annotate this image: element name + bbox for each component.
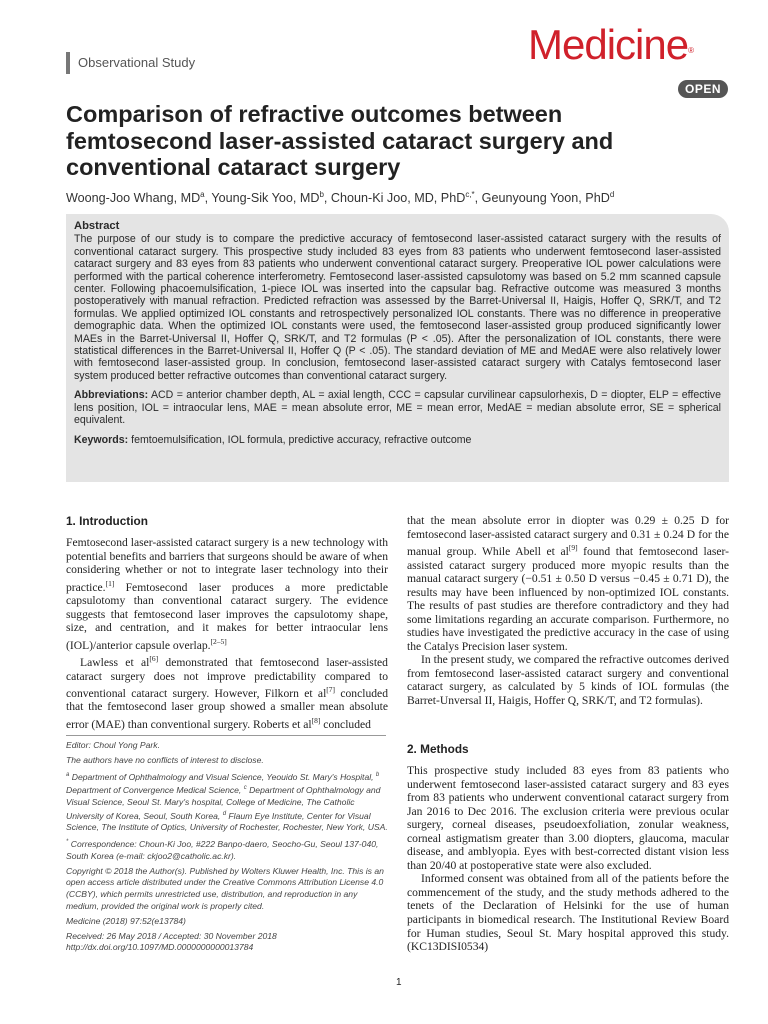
footnote-divider — [66, 735, 386, 736]
methods-paragraph-2: Informed consent was obtained from all of the patients before the commencement of the study, and the study methods adhered to the tenets of the Declaration of Helsinki for the use of human participants in biomedical research. The Institutional Review Board for Human studies, Seoul St. Mary hospital approved this study. (KC13DISI0534) — [407, 872, 729, 954]
affiliation-marker: d — [222, 810, 227, 817]
intro-paragraph-2: Lawless et al[6] demonstrated that femtosecond laser-assisted cataract surgery does not improve predictability compared to conventional cataract surgery. However, Filkorn et al[7] concluded that the femtosecond laser group showed a smaller mean absolute error (MAE) than conventional surgery. Roberts et al[8] concluded — [66, 654, 389, 731]
introduction-right-column — [407, 514, 729, 708]
journal-name: Medicine — [528, 21, 689, 68]
author-name: Young-Sik Yoo, MD — [211, 191, 320, 206]
affiliation-text: Flaum Eye Institute, Center for Visual Science, The Institute of Optics, University of Rochester, Rochester, New York, USA. — [66, 810, 388, 833]
footnote-dates: Received: 26 May 2018 / Accepted: 30 November 2018 — [66, 930, 277, 941]
affiliation-marker: d — [609, 190, 615, 199]
footnote-correspondence: * Correspondence: Choun-Ki Joo, #222 Banpo-daero, Seocho-Gu, Seoul 137-040, South Korea (e-mail: ckjoo2@catholic.ac.kr). — [66, 839, 379, 861]
abstract-heading: Abstract — [74, 220, 120, 232]
citation-ref[interactable]: [9] — [568, 543, 578, 553]
footnote-doi-link[interactable]: http://dx.doi.org/10.1097/MD.0000000000013784 — [66, 942, 254, 953]
abstract-box — [66, 214, 729, 482]
article-type-label: Observational Study — [66, 52, 195, 74]
affiliation-text: Department of Ophthalmology and Visual Science, Yeouido St. Mary's Hospital, — [69, 771, 376, 782]
affiliation-text: Department of Ophthalmology and Visual Science, Seoul St. Mary's hospital, College of Medicine, The Catholic University of Korea, Seoul, South Korea, — [66, 785, 381, 821]
abbreviations-label: Abbreviations: — [74, 389, 149, 402]
abstract-text: The purpose of our study is to compare the predictive accuracy of femtosecond laser-assisted cataract surgery with the results of conventional cataract surgery. This prospective study included 83 eyes from 83 patients who underwent femtosecond laser-assisted cataract surgery and 83 eyes from 83 patients who underwent conventional cataract surgery. Preoperative IOL power calculations were performed with the partical coherence interferometry. Femtosecond laser-assisted capsulotomy was based on 5.2 mm scanned capsule center. Following phacoemulsification, 1-piece IOL was inserted into the capsular bag. Refractive outcome was measured 3 months postoperatively with manual refraction. Predicted refraction was assessed by the Barret-Universal II, Haigis, Hoffer Q, SRK/T, and T2 formulas. We applied optimized IOL constants and retrospectively personalized IOL constants. There was no difference in preoperative demographic data. When the optimized IOL constants were used, the femtosecond laser-assisted group produced significantly lower MAEs in the Barret-Universal II, Hoffer Q, SRK/T, and T2 formulas (P < .05). After the personalization of IOL constants, there were statistical differences in the Barret-Universal II, Hoffer Q (P < .05). The standard deviation of ME and MedAE were also relatively lower with femtosecond laser-assisted group. In conclusion, femtosecond laser-assisted cataract surgery with Catalys femtosecond laser system produced better refractive outcomes than conventional cataract surgery. — [74, 233, 721, 382]
author-list: Woong-Joo Whang, $MD^a$, Young-Sik Yoo, $MD^b$, Choun-Ki Joo, MD, PhD$^{c,*}$, Geunyoung Yoon, PhD$^d$ — [66, 190, 615, 206]
affiliation-marker: a — [200, 190, 205, 199]
footnotes — [66, 740, 388, 954]
article-title: Comparison of refractive outcomes between femtosecond laser-assisted cataract surgery and conventional cataract surgery — [66, 101, 614, 180]
author-name: Choun-Ki Joo, MD, PhD — [330, 191, 466, 206]
introduction-heading: 1. Introduction — [66, 514, 148, 528]
citation-ref[interactable]: [2–5] — [210, 636, 227, 646]
intro-paragraph-1: Femtosecond laser-assisted cataract surgery is a new technology with potential benefits and barriers that surgeons should be aware of when considering whether or not to integrate laser technology into their practice.[1] Femtosecond laser produces a more predictable capsulotomy than conventional cataract surgery. The evidence suggests that femtosecond laser improves the capsulotomy shape, size, and centration, and it makes for better intraocular lens (IOL)/anterior capsule overlap.[2–5] — [66, 536, 388, 652]
intro-paragraph-4: In the present study, we compared the refractive outcomes derived from femtosecond laser-assisted cataract surgery and conventional cataract surgery, as calculated by 5 kinds of IOL formulas (the Barret-Unversal II, Haigis, Hoffer Q, SRK/T, and T2 formulas). — [407, 653, 729, 707]
keywords-label: Keywords: — [74, 433, 129, 446]
introduction-left-column — [66, 536, 388, 731]
author-name: Geunyoung Yoon, PhD — [481, 191, 610, 206]
author-name: Woong-Joo Whang, MD — [66, 191, 201, 206]
footnote-license: Copyright © 2018 the Author(s). Published by Wolters Kluwer Health, Inc. This is an open access article distributed under the Creative Commons Attribution License 4.0 (CCBY), which permits unrestricted use, distribution, and reproduction in any medium, provided the original work is properly cited. — [66, 865, 384, 911]
abbreviations — [74, 389, 721, 426]
methods-paragraph-1: This prospective study included 83 eyes from 83 patients who underwent femtosecond laser-assisted cataract surgery and 83 eyes from 83 patients who underwent conventional cataract surgery from Jan 2016 to Dec 2016. The exclusion criteria were previous ocular surgery, corneal diseases, pseudoexfoliation, zonular weakness, corneal astigmatism greater than 3.00 diopters, glaucoma, macular disease, and amblyopia. Eyes with best-corrected distant vision less than 20/40 at postoperative state were also excluded. — [407, 764, 729, 872]
footnote-citation: Medicine (2018) 97:52(e13784) — [66, 915, 186, 926]
citation-ref[interactable]: [7] — [326, 685, 336, 695]
affiliation-marker: c — [243, 785, 247, 792]
journal-logo — [528, 22, 693, 68]
footnote-affiliations — [66, 770, 388, 835]
citation-ref[interactable]: [1] — [105, 578, 115, 588]
affiliation-text: Department of Convergence Medical Science, — [66, 785, 244, 796]
citation-ref[interactable]: [6] — [149, 654, 159, 664]
methods-column — [407, 764, 729, 954]
keywords — [74, 434, 721, 446]
intro-paragraph-3: that the mean absolute error in diopter was 0.29 ± 0.25 D for femtosecond laser-assisted cataract surgery and 0.31 ± 0.24 D for the manual group. While Abell et al[9] found that femtosecond laser-assisted cataract surgery produced more myopic results than the manual cataract surgery (−0.51 ± 0.50 D versus −0.45 ± 0.71 D), the results may have been influenced by non-optimized IOL constants. The results of past studies are therefore contradictory and they had some limitations regarding an accurate comparison. Furthermore, no studies have investigated the predictive accuracy in the case of using the Catalys Precision laser system. — [407, 514, 729, 653]
open-access-badge: OPEN — [678, 80, 728, 98]
footnote-editor: Editor: Choul Yong Park. — [66, 740, 160, 750]
affiliation-marker: c,* — [465, 190, 475, 199]
methods-heading: 2. Methods — [407, 742, 469, 756]
page-number: 1 — [396, 977, 402, 988]
registered-mark: ® — [688, 46, 693, 55]
citation-ref[interactable]: [8] — [311, 716, 321, 725]
affiliation-marker: b — [319, 190, 324, 199]
footnote-conflicts: The authors have no conflicts of interest to disclose. — [66, 754, 264, 765]
abbreviations-text: ACD = anterior chamber depth, AL = axial length, CCC = capsular curvilinear capsulorhexis, D = diopter, ELP = effective lens position, IOL = intraocular lens, MAE = mean absolute error, ME = mean error, MedAE = median absolute error, SE = spherical equivalent. — [74, 389, 721, 427]
affiliation-marker: a — [66, 771, 70, 778]
affiliation-marker: b — [375, 771, 380, 778]
keywords-text: femtoemulsification, IOL formula, predictive accuracy, refractive outcome — [131, 433, 472, 446]
